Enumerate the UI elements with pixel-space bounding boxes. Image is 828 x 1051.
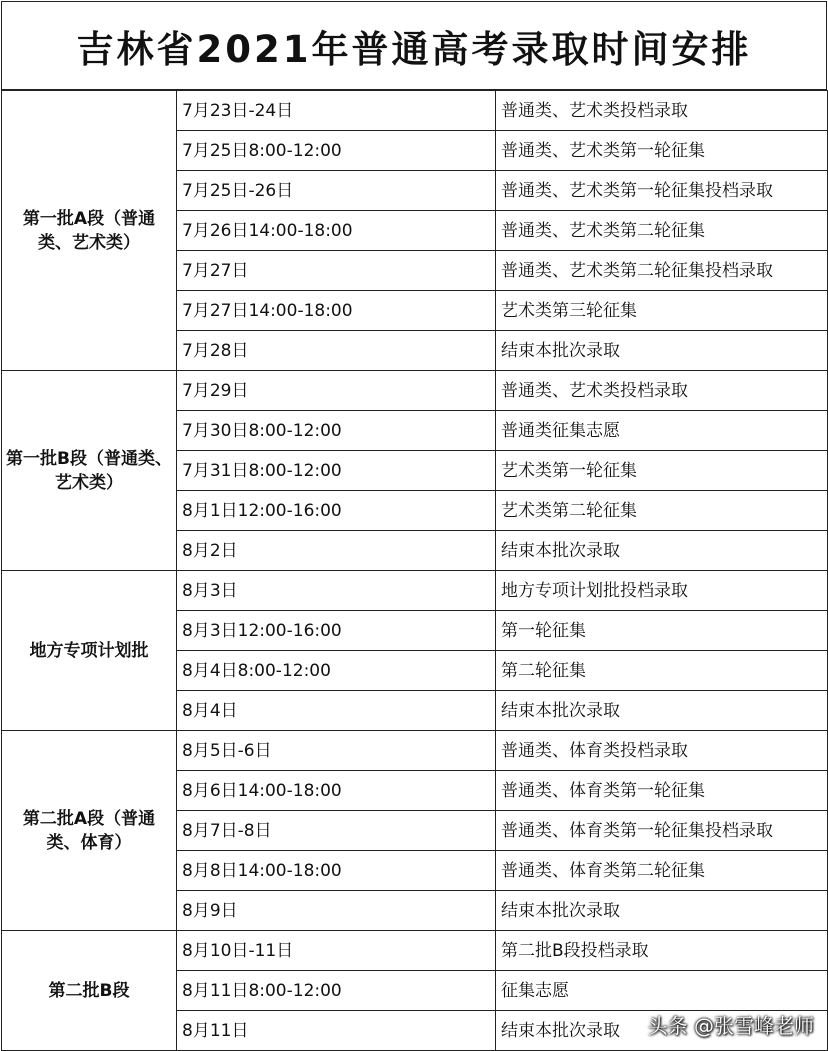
table-row [2,731,828,771]
event-cell: 结束本批次录取 [496,531,828,571]
time-cell: 8月10日-11日 [177,931,496,971]
time-cell: 7月26日14:00-18:00 [177,211,496,251]
event-cell: 普通类、体育类第一轮征集投档录取 [496,811,828,851]
event-cell: 结束本批次录取 [496,1011,828,1051]
time-cell: 8月3日12:00-16:00 [177,611,496,651]
schedule-table [1,90,828,1051]
event-cell: 地方专项计划批投档录取 [496,571,828,611]
time-cell: 8月6日14:00-18:00 [177,771,496,811]
watermark: 头条 @张雪峰老师 [647,1014,814,1038]
event-cell: 普通类、艺术类第一轮征集 [496,131,828,171]
batch-name-cell: 第一批A段（普通类、艺术类） [2,91,177,371]
event-cell: 征集志愿 [496,971,828,1011]
event-cell: 普通类、体育类投档录取 [496,731,828,771]
event-cell: 普通类、艺术类投档录取 [496,371,828,411]
event-cell: 普通类、体育类第二轮征集 [496,851,828,891]
schedule-body [2,91,828,1051]
event-cell: 结束本批次录取 [496,891,828,931]
time-cell: 7月25日8:00-12:00 [177,131,496,171]
time-cell: 7月27日14:00-18:00 [177,291,496,331]
time-cell: 8月9日 [177,891,496,931]
batch-name-cell: 地方专项计划批 [2,571,177,731]
batch-name-cell: 第二批B段 [2,931,177,1051]
time-cell: 7月30日8:00-12:00 [177,411,496,451]
time-cell: 8月11日8:00-12:00 [177,971,496,1011]
table-row [2,931,828,971]
table-row [2,371,828,411]
event-cell: 结束本批次录取 [496,331,828,371]
event-cell: 普通类、艺术类第一轮征集投档录取 [496,171,828,211]
event-cell: 普通类、艺术类投档录取 [496,91,828,131]
title-box [1,1,827,90]
event-cell: 艺术类第二轮征集 [496,491,828,531]
event-cell: 艺术类第三轮征集 [496,291,828,331]
time-cell: 8月3日 [177,571,496,611]
time-cell: 8月11日 [177,1011,496,1051]
event-cell: 普通类、艺术类第二轮征集 [496,211,828,251]
time-cell: 7月28日 [177,331,496,371]
event-cell: 普通类、体育类第一轮征集 [496,771,828,811]
event-cell: 艺术类第一轮征集 [496,451,828,491]
time-cell: 8月1日12:00-16:00 [177,491,496,531]
time-cell: 8月8日14:00-18:00 [177,851,496,891]
event-cell: 第二轮征集 [496,651,828,691]
event-cell: 普通类、艺术类第二轮征集投档录取 [496,251,828,291]
event-cell: 结束本批次录取 [496,691,828,731]
time-cell: 8月2日 [177,531,496,571]
time-cell: 8月5日-6日 [177,731,496,771]
time-cell: 8月7日-8日 [177,811,496,851]
event-cell: 第一轮征集 [496,611,828,651]
time-cell: 7月23日-24日 [177,91,496,131]
time-cell: 8月4日 [177,691,496,731]
page-title: 吉林省2021年普通高考录取时间安排 [76,27,752,71]
time-cell: 8月4日8:00-12:00 [177,651,496,691]
batch-name-cell: 第一批B段（普通类、艺术类） [2,371,177,571]
time-cell: 7月27日 [177,251,496,291]
table-row [2,571,828,611]
event-cell: 普通类征集志愿 [496,411,828,451]
time-cell: 7月31日8:00-12:00 [177,451,496,491]
event-cell: 第二批B段投档录取 [496,931,828,971]
batch-name-cell: 第二批A段（普通类、体育） [2,731,177,931]
time-cell: 7月25日-26日 [177,171,496,211]
table-row [2,91,828,131]
time-cell: 7月29日 [177,371,496,411]
